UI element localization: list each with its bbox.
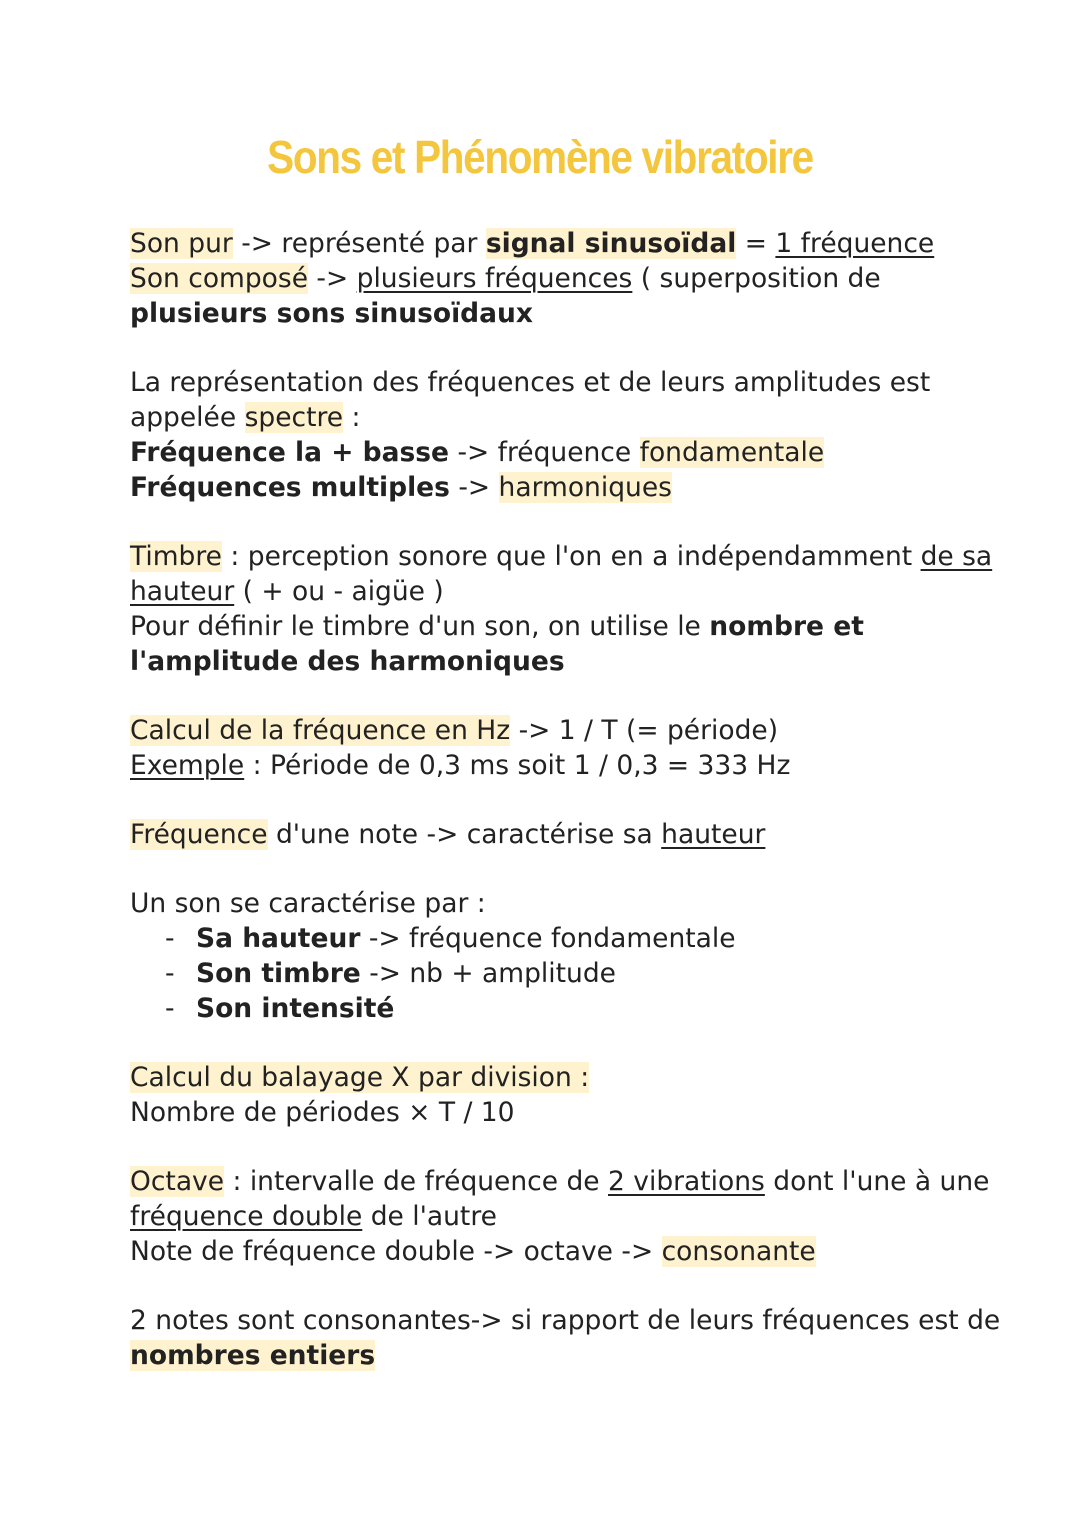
section-octave: [130, 1164, 1010, 1269]
term-plusieurs-frequences: plusieurs fréquences: [356, 263, 633, 294]
text: -> nb + amplitude: [360, 958, 616, 989]
text: -> fréquence fondamentale: [360, 923, 736, 954]
term-frequence-double: fréquence double: [130, 1201, 363, 1232]
text: :: [343, 402, 361, 433]
section-consonantes: [130, 1303, 1010, 1373]
text: ->: [308, 263, 357, 294]
text: Nombre de périodes × T / 10: [130, 1097, 515, 1128]
text: : perception sonore que l'on en a indépendamment: [222, 541, 921, 572]
term-nombres-entiers: nombres entiers: [130, 1340, 376, 1371]
term-son-pur: Son pur: [130, 228, 233, 259]
dash-bullet: -: [165, 923, 175, 954]
section-balayage: [130, 1060, 1010, 1130]
text: -> fréquence: [449, 437, 640, 468]
text: -> 1 / T (= période): [510, 715, 779, 746]
section-calcul-frequence: [130, 713, 1010, 783]
page-title: Sons et Phénomène vibratoire: [267, 131, 813, 183]
term-2-vibrations: 2 vibrations: [608, 1166, 765, 1197]
term-signal-sinusoidal: signal sinusoïdal: [485, 228, 737, 259]
term-frequence: Fréquence: [130, 819, 268, 850]
text: La représentation des fréquences et de leurs amplitudes est appelée: [130, 367, 931, 433]
text: Note de fréquence double -> octave ->: [130, 1236, 662, 1267]
term-spectre: spectre: [244, 402, 344, 433]
section-spectre: [130, 365, 1010, 505]
section-caracteristiques: [130, 886, 1010, 1026]
text: =: [736, 228, 776, 259]
text: : intervalle de fréquence de: [224, 1166, 608, 1197]
text: de l'autre: [362, 1201, 497, 1232]
text: d'une note -> caractérise sa: [267, 819, 662, 850]
list-item: [165, 921, 1010, 956]
text: ( + ou - aigüe ): [234, 576, 444, 607]
text: ->: [449, 472, 499, 503]
text: : Période de 0,3 ms soit 1 / 0,3 = 333 Hz: [244, 750, 791, 781]
text: Pour définir le timbre d'un son, on utilise le: [130, 611, 710, 642]
list-item: [165, 991, 1010, 1026]
list-item: [165, 956, 1010, 991]
term-octave: Octave: [130, 1166, 225, 1197]
term-harmoniques: harmoniques: [498, 472, 672, 503]
section-son-pur: [130, 226, 1010, 331]
term-consonante: consonante: [661, 1236, 816, 1267]
dash-bullet: -: [165, 958, 175, 989]
term-son-intensite: Son intensité: [196, 993, 395, 1024]
term-calcul-balayage: Calcul du balayage X par division :: [130, 1062, 590, 1093]
text: -> représenté par: [232, 228, 486, 259]
term-calcul-frequence: Calcul de la fréquence en Hz: [130, 715, 511, 746]
caracteristiques-list: [130, 921, 1010, 1026]
term-1-frequence: 1 fréquence: [775, 228, 935, 259]
term-son-compose: Son composé: [130, 263, 308, 294]
text: 2 notes sont consonantes-> si rapport de leurs fréquences est de: [130, 1305, 1001, 1336]
term-timbre: Timbre: [130, 541, 222, 572]
term-fondamentale: fondamentale: [639, 437, 825, 468]
term-son-timbre: Son timbre: [196, 958, 361, 989]
term-sons-sinusoidaux: plusieurs sons sinusoïdaux: [130, 298, 533, 329]
term-de-sa-hauteur: de sa hauteur: [130, 541, 993, 607]
section-timbre: [130, 539, 1010, 679]
term-hauteur: hauteur: [661, 819, 766, 850]
text: ( superposition de: [632, 263, 881, 294]
notes-body: [130, 226, 1010, 1407]
term-frequences-multiples: Fréquences multiples: [130, 472, 450, 503]
term-sa-hauteur: Sa hauteur: [196, 923, 361, 954]
dash-bullet: -: [165, 993, 175, 1024]
term-frequence-basse: Fréquence la + basse: [130, 437, 450, 468]
text: dont l'une à une: [764, 1166, 990, 1197]
section-frequence-note: [130, 817, 1010, 852]
term-nombre-amplitude: nombre et l'amplitude des harmoniques: [130, 611, 864, 677]
term-exemple: Exemple: [130, 750, 245, 781]
caracteristiques-intro: Un son se caractérise par :: [130, 888, 486, 919]
